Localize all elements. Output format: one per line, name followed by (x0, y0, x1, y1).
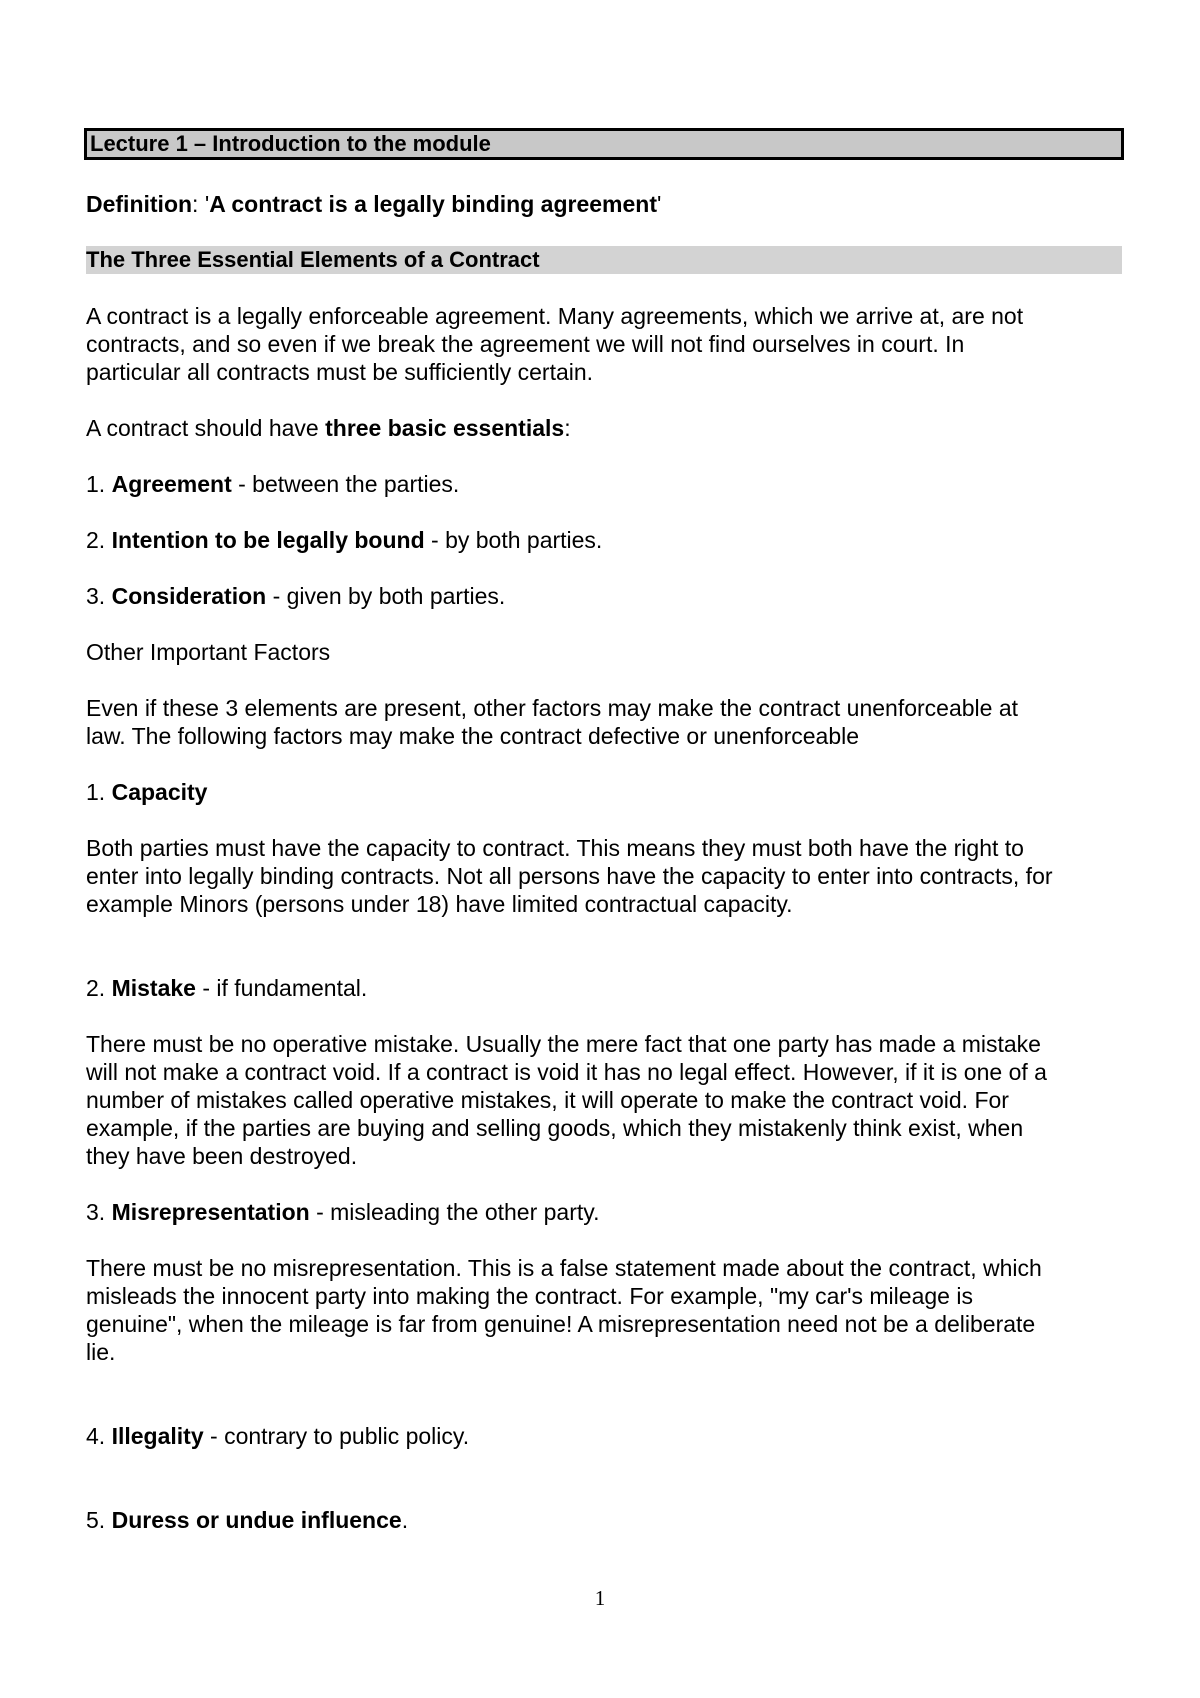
essential-item-consideration: 3. Consideration - given by both parties. (86, 583, 506, 609)
other-factors-intro: Even if these 3 elements are present, other factors may make the contract unenforceable at law. The following factors may make the contract defective or unenforceable (86, 695, 1019, 749)
essentials-line: A contract should have three basic essentials: (86, 415, 571, 441)
page-number: 1 (594, 1586, 606, 1610)
definition-line: Definition: 'A contract is a legally binding agreement' (86, 191, 662, 217)
factor-illegality: 4. Illegality - contrary to public policy. (86, 1423, 470, 1449)
factor-mistake: 2. Mistake - if fundamental. (86, 975, 368, 1001)
factor-capacity: 1. Capacity (86, 779, 208, 805)
lecture-title: Lecture 1 – Introduction to the module (84, 128, 1124, 160)
definition-label: Definition (86, 191, 193, 217)
factor-duress: 5. Duress or undue influence. (86, 1507, 409, 1533)
essential-item-intention: 2. Intention to be legally bound - by both parties. (86, 527, 603, 553)
essential-item-agreement: 1. Agreement - between the parties. (86, 471, 460, 497)
other-factors-heading: Other Important Factors (86, 639, 331, 665)
section-heading: The Three Essential Elements of a Contract (86, 246, 1122, 274)
mistake-paragraph: There must be no operative mistake. Usually the mere fact that one party has made a mistake will not make a contract void. If a contract is void it has no legal effect. However, if it is one of a number of mistakes called operative mistakes, it will operate to make the contract void. For example, if the parties are buying and selling goods, which they mistakenly think exist, when they have been destroyed. (86, 1031, 1047, 1169)
capacity-paragraph: Both parties must have the capacity to contract. This means they must both have the right to enter into legally binding contracts. Not all persons have the capacity to enter into contracts, for example Minors (persons under 18) have limited contractual capacity. (86, 835, 1053, 917)
factor-misrepresentation: 3. Misrepresentation - misleading the other party. (86, 1199, 600, 1225)
definition-text: A contract is a legally binding agreement (209, 191, 657, 217)
intro-paragraph: A contract is a legally enforceable agreement. Many agreements, which we arrive at, are not contracts, and so even if we break the agreement we will not find ourselves in court. In particular all contracts must be sufficiently certain. (86, 303, 1024, 385)
misrepresentation-paragraph: There must be no misrepresentation. This is a false statement made about the contract, which misleads the innocent party into making the contract. For example, "my car's mileage is genuine", when the mileage is far from genuine! A misrepresentation need not be a deliberate lie. (86, 1255, 1042, 1365)
